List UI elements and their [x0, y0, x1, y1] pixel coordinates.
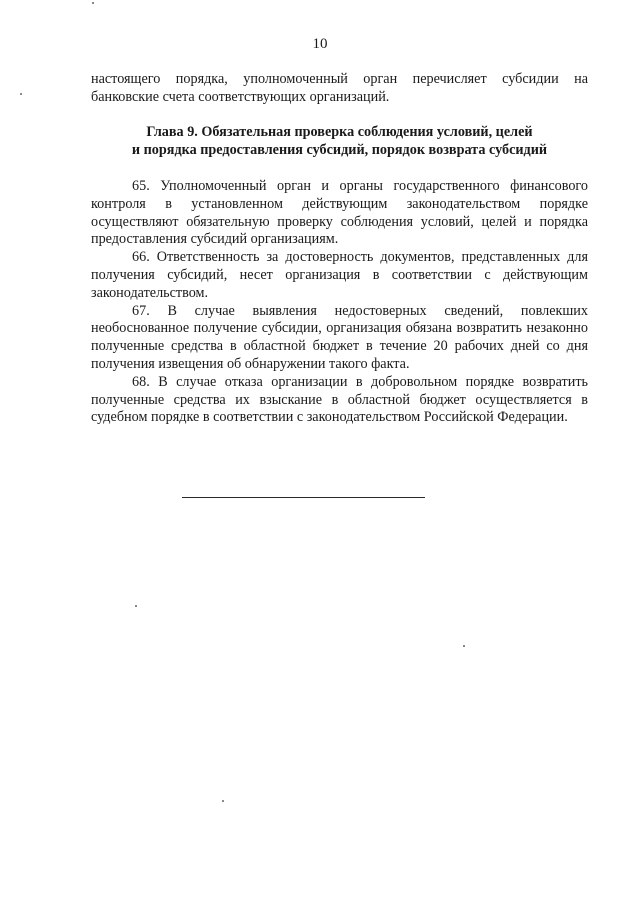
paragraph-66: 66. Ответственность за достоверность документов, представленных для получения субсидий, несет организация в соответствии с действующим законодательством. — [91, 249, 588, 301]
scan-speck — [222, 800, 224, 802]
paragraph-67: 67. В случае выявления недостоверных сведений, повлекших необоснованное получение субсидии, организация обязана возвратить незаконно полученные средства в областной бюджет в течение 20 рабочих дней со дня получения извещения об обнаружении такого факта. — [91, 302, 588, 372]
end-separator-line — [182, 497, 425, 498]
paragraph-65: 65. Уполномоченный орган и органы государственного финансового контроля в установленном действующим законодательством порядке осуществляют обязательную проверку соблюдения условий, целей и порядка предоставления субсидий организациям. — [91, 178, 588, 248]
chapter-heading-line-1: Глава 9. Обязательная проверка соблюдения условий, целей — [146, 124, 533, 140]
paragraph-68: 68. В случае отказа организации в добровольном порядке возвратить полученные средства их взыскание в областной бюджет осуществляется в судебном порядке в соответствии с законодательством Российской Федерации. — [91, 373, 588, 426]
chapter-heading — [91, 123, 588, 159]
scan-speck — [92, 2, 94, 4]
scan-speck — [20, 93, 22, 95]
chapter-body — [91, 178, 588, 427]
page-number: 10 — [312, 36, 328, 52]
scan-speck — [463, 645, 465, 647]
chapter-heading-line-2: и порядка предоставления субсидий, порядок возврата субсидий — [131, 142, 548, 158]
intro-paragraph: настоящего порядка, уполномоченный орган перечисляет субсидии на банковские счета соответствующих организаций. — [91, 71, 588, 105]
scan-speck — [135, 605, 137, 607]
